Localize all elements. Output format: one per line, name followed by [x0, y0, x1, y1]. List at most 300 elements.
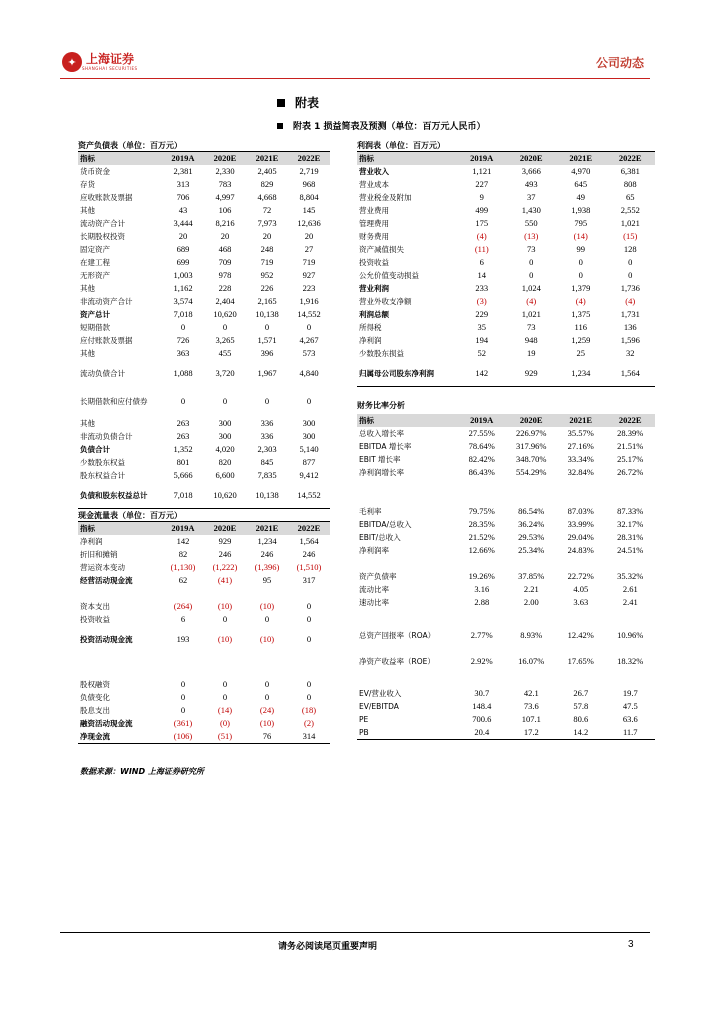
value-cell: 795: [574, 218, 588, 228]
footer-notice: 请务必阅读尾页重要声明: [278, 942, 378, 952]
value-cell: 3,666: [521, 166, 541, 176]
value-cell: 1,234: [257, 536, 277, 546]
value-cell: 49: [576, 192, 585, 202]
row-label: 经营活动现金流: [80, 576, 133, 585]
value-cell: 87.03%: [567, 506, 594, 516]
column-header: 2021E: [556, 414, 606, 427]
value-cell: 396: [260, 348, 274, 358]
table-row: [357, 713, 655, 726]
value-cell: 128: [623, 244, 637, 254]
value-cell: 699: [176, 257, 190, 267]
row-label: 投资收益: [359, 258, 389, 267]
row-label: 资产减值损失: [359, 245, 404, 254]
income-statement: [357, 139, 655, 387]
value-cell: 246: [302, 549, 316, 559]
table-header-row: [357, 414, 655, 427]
value-cell: 26.7: [573, 688, 589, 698]
row-label: 投资活动现金流: [80, 634, 133, 644]
value-cell: 1,088: [173, 367, 193, 378]
row-label: 其他: [80, 206, 95, 215]
table-row: [357, 191, 655, 204]
value-cell: 4,020: [215, 444, 235, 454]
value-cell: 19.26%: [468, 571, 495, 581]
table-row: [357, 230, 655, 243]
row-label: 净利润: [359, 336, 382, 345]
table-row: [357, 165, 655, 178]
row-label: 非流动负债合计: [80, 432, 133, 441]
value-cell: 27.55%: [468, 428, 495, 438]
value-cell: (106): [173, 731, 193, 741]
value-cell: 20: [262, 231, 272, 241]
value-cell: 73: [527, 322, 536, 332]
value-cell: 0: [306, 396, 312, 406]
value-cell: 20.4: [474, 727, 490, 737]
row-label: 净利润增长率: [359, 468, 404, 477]
value-cell: 0: [264, 614, 270, 624]
value-cell: (0): [220, 718, 230, 728]
doc-type-label: 公司动态: [595, 56, 644, 70]
column-header: 指标: [78, 152, 162, 165]
logo-text: 上海证券: [86, 52, 135, 66]
value-cell: 0: [180, 396, 186, 406]
company-logo: [62, 52, 138, 72]
table-row: [357, 256, 655, 269]
table-row: [78, 334, 330, 347]
value-cell: 0: [180, 705, 186, 715]
value-cell: 0: [222, 614, 228, 624]
value-cell: 5,140: [299, 444, 319, 454]
value-cell: 801: [176, 457, 190, 467]
value-cell: 3,574: [173, 296, 193, 306]
value-cell: 35.32%: [617, 571, 644, 581]
value-cell: 17.65%: [567, 655, 594, 666]
table-row: [357, 544, 655, 557]
table-row: [78, 730, 330, 743]
row-label: 利润总额: [359, 310, 389, 319]
table-row: [78, 430, 330, 443]
table-row: [78, 691, 330, 704]
value-cell: 2.61: [622, 584, 638, 594]
row-label: 营业税金及附加: [359, 193, 412, 202]
value-cell: 1,121: [472, 166, 492, 176]
value-cell: 1,564: [299, 536, 319, 546]
value-cell: 14,552: [297, 489, 321, 500]
table-row: [78, 204, 330, 217]
blank-row: [78, 652, 330, 678]
column-header: 2019A: [457, 152, 507, 165]
value-cell: 2.77%: [470, 629, 493, 640]
value-cell: 783: [218, 179, 232, 189]
value-cell: 148.4: [472, 701, 492, 711]
value-cell: 106: [218, 205, 232, 215]
value-cell: 1,352: [173, 444, 193, 454]
row-label: 速动比率: [359, 598, 389, 607]
value-cell: 2,552: [620, 205, 640, 215]
row-label: 存货: [80, 180, 95, 189]
cash-flow-statement: [78, 509, 330, 744]
value-cell: 7,835: [257, 470, 277, 480]
value-cell: 1,596: [620, 335, 640, 345]
value-cell: 845: [260, 457, 274, 467]
value-cell: 42.1: [523, 688, 539, 698]
value-cell: 2.21: [523, 584, 539, 594]
value-cell: 2,405: [257, 166, 277, 176]
value-cell: 10,138: [255, 489, 279, 500]
column-header: 2019A: [162, 522, 204, 535]
value-cell: 263: [176, 431, 190, 441]
value-cell: 65: [626, 192, 635, 202]
value-cell: (15): [623, 231, 638, 241]
table-row: [357, 269, 655, 282]
value-cell: 300: [218, 431, 232, 441]
value-cell: 2.88: [474, 597, 490, 607]
value-cell: 314: [302, 731, 316, 741]
column-header: 2022E: [288, 152, 330, 165]
value-cell: 0: [180, 679, 186, 689]
table-row: [357, 466, 655, 479]
row-label: EBIT 增长率: [359, 455, 401, 464]
financial-ratios: [357, 397, 655, 740]
value-cell: 63.6: [622, 714, 638, 724]
value-cell: 1,021: [521, 309, 541, 319]
table-row: [357, 505, 655, 518]
value-cell: 0: [180, 322, 186, 332]
value-cell: 3,444: [173, 218, 193, 228]
row-label: 财务费用: [359, 232, 389, 241]
row-label: 其他: [80, 284, 95, 293]
value-cell: 20: [220, 231, 230, 241]
table-row: [78, 217, 330, 230]
value-cell: 99: [576, 244, 585, 254]
value-cell: 233: [475, 283, 489, 293]
value-cell: 10.96%: [617, 629, 644, 640]
table-row: [357, 700, 655, 713]
value-cell: 0: [306, 601, 312, 611]
value-cell: 0: [264, 396, 270, 406]
blank-row: [78, 587, 330, 600]
value-cell: (10): [259, 718, 275, 728]
column-header: 2020E: [204, 522, 246, 535]
row-label: 固定资产: [80, 245, 110, 254]
value-cell: 0: [529, 270, 534, 280]
row-label: 股息支出: [80, 706, 110, 715]
value-cell: 4,840: [299, 367, 319, 378]
table-row: [357, 518, 655, 531]
table-row: [357, 295, 655, 308]
balance-sheet-table: [78, 152, 330, 508]
row-label: PB: [359, 728, 369, 737]
table-row: [78, 256, 330, 269]
value-cell: 550: [524, 218, 538, 228]
value-cell: 0: [578, 257, 583, 267]
value-cell: 6,600: [215, 470, 235, 480]
value-cell: 317.96%: [516, 441, 547, 451]
table-row: [357, 204, 655, 217]
value-cell: 28.39%: [617, 428, 644, 438]
row-label: 总资产回报率（ROA）: [359, 630, 436, 640]
value-cell: (361): [173, 718, 193, 728]
value-cell: 175: [475, 218, 489, 228]
table-row: [357, 360, 655, 386]
table-row: [357, 687, 655, 700]
value-cell: 948: [524, 335, 538, 345]
data-source-note: 数据来源：WIND 上海证券研究所: [80, 767, 204, 776]
value-cell: 142: [475, 367, 489, 378]
table-row: [357, 334, 655, 347]
value-cell: 37: [527, 192, 536, 202]
logo-mark-icon: ✦: [62, 52, 82, 72]
row-label: 净资产收益率（ROE）: [359, 656, 435, 666]
value-cell: 20: [304, 231, 314, 241]
value-cell: 28.31%: [617, 532, 644, 542]
value-cell: (14): [573, 231, 588, 241]
value-cell: 37.85%: [518, 571, 545, 581]
value-cell: 0: [529, 257, 534, 267]
blank-row: [357, 609, 655, 622]
value-cell: 29.04%: [567, 532, 594, 542]
value-cell: 7,018: [173, 489, 193, 500]
value-cell: 10,620: [213, 489, 237, 500]
value-cell: (24): [259, 705, 275, 715]
value-cell: 0: [264, 679, 270, 689]
table-row: [357, 321, 655, 334]
value-cell: 194: [475, 335, 489, 345]
value-cell: 6: [479, 257, 484, 267]
right-column: [357, 139, 655, 740]
value-cell: 313: [176, 179, 190, 189]
value-cell: 47.5: [622, 701, 638, 711]
row-label: 应收账款及票据: [80, 193, 133, 202]
table-row: [78, 321, 330, 334]
value-cell: 73.6: [523, 701, 539, 711]
value-cell: 952: [260, 270, 274, 280]
value-cell: 136: [623, 322, 637, 332]
value-cell: 36.24%: [518, 519, 545, 529]
column-header: 2020E: [507, 414, 557, 427]
value-cell: 1,967: [257, 367, 277, 378]
table-row: [78, 269, 330, 282]
row-label: 负债变化: [80, 693, 110, 702]
value-cell: 22.72%: [567, 571, 594, 581]
financial-ratios-title: 财务比率分析: [357, 401, 405, 410]
bullet-square-icon: [277, 99, 285, 107]
value-cell: 3,265: [215, 335, 235, 345]
value-cell: 32: [626, 348, 635, 358]
value-cell: 1,024: [521, 283, 541, 293]
value-cell: 32.84%: [567, 467, 594, 477]
row-label: 流动比率: [359, 585, 389, 594]
row-label: 所得税: [359, 323, 382, 332]
row-label: 资产负债率: [359, 572, 397, 581]
value-cell: (4): [625, 296, 636, 306]
value-cell: 73: [527, 244, 536, 254]
table-row: [78, 243, 330, 256]
value-cell: 554.29%: [516, 467, 547, 477]
table-row: [78, 282, 330, 295]
table-row: [357, 648, 655, 674]
value-cell: 19: [527, 348, 536, 358]
column-header: 2019A: [457, 414, 507, 427]
column-header: 指标: [78, 522, 162, 535]
value-cell: 2,165: [257, 296, 277, 306]
value-cell: 348.70%: [516, 454, 547, 464]
value-cell: 929: [218, 536, 232, 546]
table-row: [78, 347, 330, 360]
table-row: [78, 717, 330, 730]
value-cell: 927: [302, 270, 316, 280]
value-cell: 719: [302, 257, 316, 267]
table-row: [357, 531, 655, 544]
value-cell: 16.07%: [518, 655, 545, 666]
value-cell: 300: [218, 418, 232, 428]
column-header: 2021E: [556, 152, 606, 165]
table-row: [357, 347, 655, 360]
value-cell: 228: [218, 283, 232, 293]
value-cell: (264): [173, 601, 193, 611]
value-cell: 0: [222, 679, 228, 689]
value-cell: 72: [262, 205, 272, 215]
value-cell: 25: [576, 348, 585, 358]
table-row: [357, 622, 655, 648]
value-cell: 700.6: [472, 714, 492, 724]
value-cell: 929: [524, 367, 538, 378]
value-cell: 20: [178, 231, 188, 241]
value-cell: 28.35%: [468, 519, 495, 529]
row-label: 其他: [80, 419, 95, 428]
row-label: EV/EBITDA: [359, 702, 399, 711]
value-cell: 226: [260, 283, 274, 293]
table-row: [357, 427, 655, 440]
column-header: 2022E: [606, 414, 656, 427]
value-cell: 193: [176, 633, 190, 644]
column-header: 2022E: [288, 522, 330, 535]
value-cell: 2.41: [622, 597, 638, 607]
value-cell: 82: [178, 549, 188, 559]
value-cell: 9: [479, 192, 484, 202]
value-cell: 35: [477, 322, 486, 332]
value-cell: 300: [302, 418, 316, 428]
value-cell: (10): [217, 633, 233, 644]
value-cell: 17.2: [523, 727, 539, 737]
value-cell: 9,412: [299, 470, 319, 480]
table-row: [78, 417, 330, 430]
row-label: EBIT/总收入: [359, 533, 401, 542]
row-label: 净现金流: [80, 732, 110, 741]
balance-sheet-title: 资产负债表（单位：百万元）: [78, 139, 330, 152]
value-cell: 95: [262, 575, 272, 585]
table-row: [357, 440, 655, 453]
table-row: [357, 178, 655, 191]
value-cell: 25.17%: [617, 454, 644, 464]
value-cell: 2,330: [215, 166, 235, 176]
row-label: 营业收入: [359, 167, 389, 176]
row-label: 毛利率: [359, 507, 382, 516]
value-cell: 223: [302, 283, 316, 293]
value-cell: 317: [302, 575, 316, 585]
value-cell: 24.83%: [567, 545, 594, 555]
table-row: [357, 583, 655, 596]
bullet-square-icon: [277, 123, 283, 129]
value-cell: 336: [260, 431, 274, 441]
value-cell: (4): [526, 296, 537, 306]
value-cell: 227: [475, 179, 489, 189]
row-label: 股东权益合计: [80, 471, 125, 480]
value-cell: 6: [180, 614, 186, 624]
cash-flow-table: [78, 522, 330, 743]
row-label: 资本支出: [80, 602, 110, 611]
value-cell: 2,303: [257, 444, 277, 454]
value-cell: 0: [222, 396, 228, 406]
value-cell: 0: [306, 692, 312, 702]
table-row: [78, 548, 330, 561]
row-label: PE: [359, 715, 369, 724]
row-label: 营业外收支净额: [359, 297, 412, 306]
value-cell: 1,379: [571, 283, 591, 293]
value-cell: (1,396): [254, 562, 280, 572]
value-cell: 468: [218, 244, 232, 254]
value-cell: (13): [524, 231, 539, 241]
value-cell: 29.53%: [518, 532, 545, 542]
value-cell: 1,259: [571, 335, 591, 345]
row-label: 公允价值变动损益: [359, 271, 419, 280]
value-cell: 0: [628, 270, 633, 280]
blank-row: [357, 674, 655, 687]
value-cell: 10,620: [213, 309, 237, 319]
value-cell: 86.43%: [468, 467, 495, 477]
section-title: [277, 94, 319, 111]
row-label: 长期借款和应付债券: [80, 397, 148, 406]
value-cell: 1,736: [620, 283, 640, 293]
value-cell: 808: [623, 179, 637, 189]
value-cell: 116: [574, 322, 587, 332]
value-cell: 573: [302, 348, 316, 358]
table-row: [78, 469, 330, 482]
value-cell: 33.34%: [567, 454, 594, 464]
value-cell: (4): [575, 296, 586, 306]
value-cell: 4,668: [257, 192, 277, 202]
value-cell: 2,381: [173, 166, 193, 176]
value-cell: 7,018: [173, 309, 193, 319]
section-subtitle-text: 附表 1 损益简表及预测（单位：百万元人民币）: [293, 122, 486, 132]
row-label: 应付账款及票据: [80, 336, 133, 345]
value-cell: 27: [304, 244, 314, 254]
value-cell: 0: [222, 692, 228, 702]
value-cell: 645: [574, 179, 588, 189]
value-cell: 2,404: [215, 296, 235, 306]
value-cell: 57.8: [573, 701, 589, 711]
value-cell: 336: [260, 418, 274, 428]
page-header: [60, 48, 650, 80]
value-cell: 14: [477, 270, 486, 280]
row-label: 负债合计: [80, 445, 110, 454]
row-label: 折旧和摊销: [80, 550, 118, 559]
value-cell: 82.42%: [468, 454, 495, 464]
value-cell: 1,916: [299, 296, 319, 306]
table-row: [78, 600, 330, 613]
table-row: [357, 308, 655, 321]
row-label: 其他: [80, 349, 95, 358]
value-cell: (18): [301, 705, 317, 715]
column-header: 2020E: [204, 152, 246, 165]
footer-divider: [60, 932, 650, 933]
value-cell: 978: [218, 270, 232, 280]
value-cell: 145: [302, 205, 316, 215]
row-label: 流动资产合计: [80, 219, 125, 228]
row-label: 净利润率: [359, 546, 389, 555]
value-cell: 21.51%: [617, 441, 644, 451]
value-cell: 142: [176, 536, 190, 546]
table-row: [78, 561, 330, 574]
